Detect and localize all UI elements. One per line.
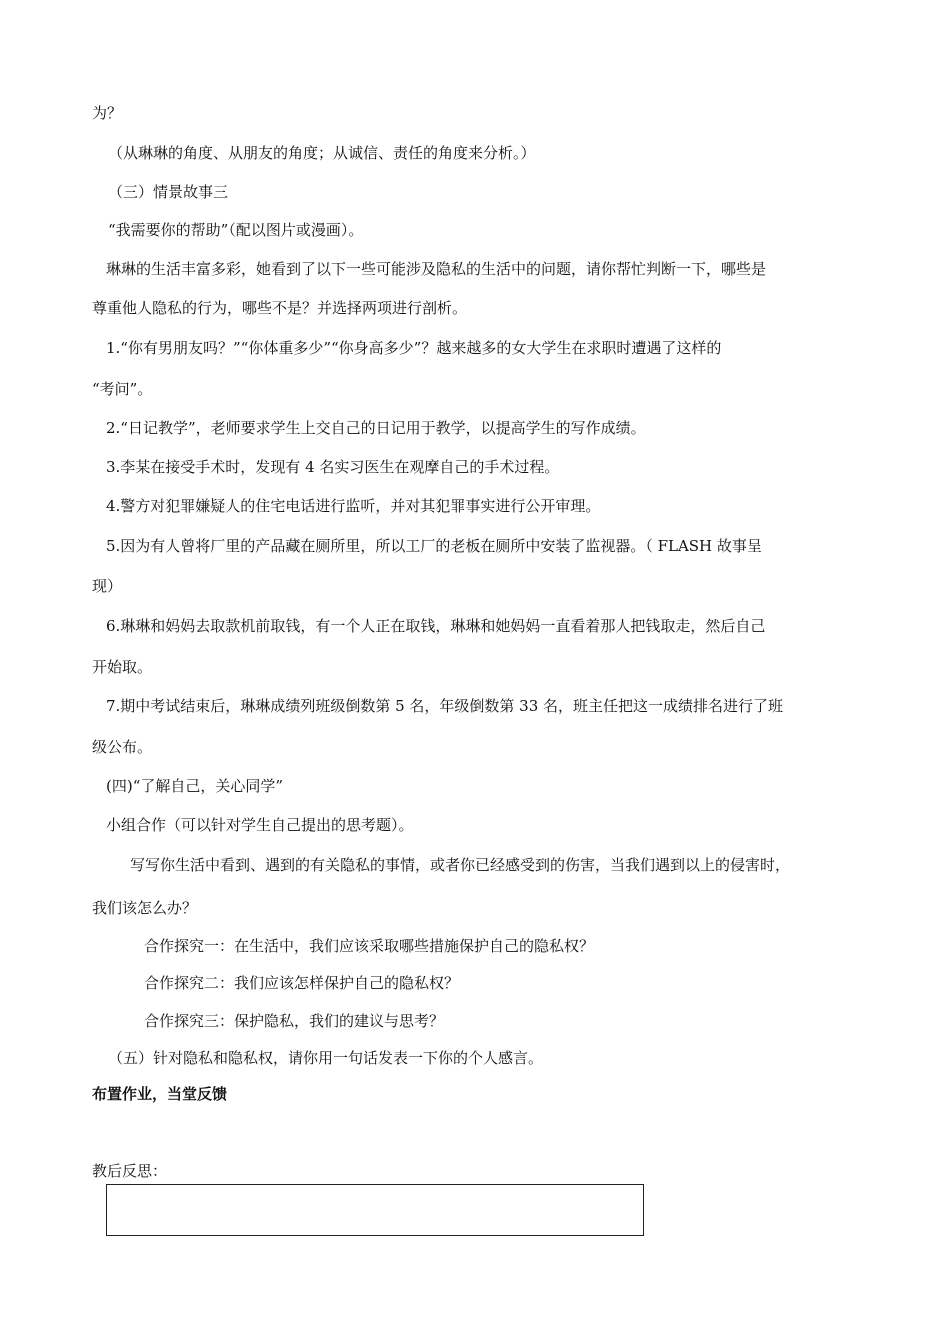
- section-heading: （五）针对隐私和隐私权，请你用一句话发表一下你的个人感言。: [108, 1049, 544, 1067]
- inquiry-item: 合作探究一：在生活中，我们应该采取哪些措施保护自己的隐私权？: [144, 937, 595, 955]
- inquiry-item: 合作探究三：保护隐私，我们的建议与思考？: [144, 1012, 445, 1030]
- list-item: “考问”。: [92, 380, 153, 398]
- text-line: （从琳琳的角度、从朋友的角度；从诚信、责任的角度来分析。）: [108, 144, 536, 162]
- list-item: 7.期中考试结束后，琳琳成绩列班级倒数第 5 名，年级倒数第 33 名，班主任把这一成绩排名进行了班: [106, 697, 784, 715]
- text-line: 尊重他人隐私的行为，哪些不是？并选择两项进行剖析。: [92, 299, 468, 317]
- text-line: “我需要你的帮助”（配以图片或漫画）。: [108, 221, 364, 239]
- text-line: 写写你生活中看到、遇到的有关隐私的事情，或者你已经感受到的伤害，当我们遇到以上的侵害时，: [130, 856, 791, 874]
- inquiry-item: 合作探究二：我们应该怎样保护自己的隐私权？: [144, 974, 460, 992]
- text-line: 为？: [92, 104, 123, 122]
- list-item: 5.因为有人曾将厂里的产品藏在厕所里，所以工厂的老板在厕所中安装了监视器。（ FLASH 故事呈: [106, 537, 762, 555]
- list-item: 6.琳琳和妈妈去取款机前取钱，有一个人正在取钱，琳琳和她妈妈一直看着那人把钱取走，然后自己: [106, 617, 766, 635]
- list-item: 4.警方对犯罪嫌疑人的住宅电话进行监听，并对其犯罪事实进行公开审理。: [106, 497, 601, 515]
- list-item: 3.李某在接受手术时，发现有 4 名实习医生在观摩自己的手术过程。: [106, 458, 560, 476]
- list-item: 现）: [92, 577, 123, 595]
- reflection-box[interactable]: [106, 1184, 644, 1236]
- list-item: 开始取。: [92, 658, 153, 676]
- list-item: 级公布。: [92, 738, 153, 756]
- section-heading: (四)“了解自己，关心同学”: [106, 777, 284, 795]
- list-item: 2.“日记教学”，老师要求学生上交自己的日记用于教学，以提高学生的写作成绩。: [106, 419, 646, 437]
- list-item: 1.“你有男朋友吗？”“你体重多少”“你身高多少”？越来越多的女大学生在求职时遭遇了这样的: [106, 339, 722, 357]
- homework-heading: 布置作业，当堂反馈: [92, 1085, 228, 1103]
- reflection-label: 教后反思：: [92, 1162, 168, 1180]
- section-heading: （三）情景故事三: [108, 183, 229, 201]
- text-line: 琳琳的生活丰富多彩，她看到了以下一些可能涉及隐私的生活中的问题，请你帮忙判断一下，哪些是: [106, 260, 767, 278]
- text-line: 我们该怎么办？: [92, 899, 198, 917]
- text-line: 小组合作（可以针对学生自己提出的思考题）。: [106, 816, 414, 834]
